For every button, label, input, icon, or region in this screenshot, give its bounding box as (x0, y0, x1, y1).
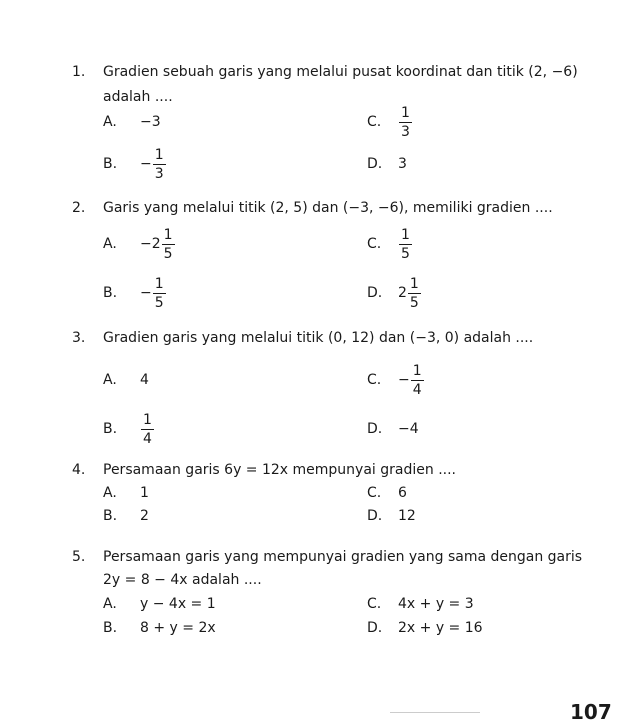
option-c[interactable] (398, 362, 425, 398)
option-d[interactable]: −4 (398, 421, 419, 437)
question-number: 2. (72, 200, 86, 216)
option-label: C. (367, 114, 382, 130)
option-c[interactable] (398, 226, 413, 262)
option-label: B. (103, 620, 118, 636)
option-a[interactable]: y − 4x = 1 (140, 596, 216, 612)
question-text: Garis yang melalui titik (2, 5) dan (−3, −6), memiliki gradien .... (103, 200, 553, 216)
denominator: 4 (412, 381, 422, 398)
option-b[interactable] (140, 275, 167, 311)
denominator: 5 (401, 245, 410, 262)
question-number: 3. (72, 330, 86, 346)
page-number: 107 (570, 700, 612, 724)
denominator: 5 (163, 245, 173, 262)
denominator: 3 (401, 123, 410, 140)
option-label: A. (103, 372, 117, 388)
numerator: 1 (154, 275, 164, 292)
numerator: 1 (154, 146, 164, 163)
option-label: D. (367, 285, 383, 301)
option-label: B. (103, 421, 118, 437)
option-label: C. (367, 372, 382, 388)
option-label: D. (367, 421, 383, 437)
option-label: A. (103, 596, 117, 612)
question-text: Persamaan garis 6y = 12x mempunyai gradien .... (103, 462, 456, 478)
numerator: 1 (409, 275, 419, 292)
option-d[interactable] (398, 275, 422, 311)
option-label: B. (103, 285, 118, 301)
question-number: 5. (72, 549, 86, 565)
numerator: 1 (143, 411, 152, 428)
option-label: A. (103, 114, 117, 130)
option-a[interactable]: 1 (140, 485, 149, 501)
question-number: 4. (72, 462, 86, 478)
option-c[interactable]: 4x + y = 3 (398, 596, 474, 612)
option-c[interactable] (398, 104, 413, 140)
option-label: A. (103, 485, 117, 501)
option-label: C. (367, 236, 382, 252)
option-label: C. (367, 596, 382, 612)
option-label: D. (367, 508, 383, 524)
option-label: A. (103, 236, 117, 252)
option-b[interactable] (140, 146, 167, 182)
option-a[interactable] (140, 226, 176, 262)
footer-divider (390, 712, 480, 713)
numerator: 1 (163, 226, 173, 243)
question-text: Persamaan garis yang mempunyai gradien yang sama dengan garis (103, 549, 583, 565)
option-b[interactable]: 2 (140, 508, 149, 524)
option-label: D. (367, 620, 383, 636)
question-number: 1. (72, 64, 86, 80)
question-text: 2y = 8 − 4x adalah .... (103, 572, 262, 588)
option-a[interactable]: −3 (140, 114, 161, 130)
option-d[interactable]: 2x + y = 16 (398, 620, 483, 636)
whole: −2 (140, 236, 161, 252)
sign: − (140, 285, 152, 301)
question-text: adalah .... (103, 89, 173, 105)
denominator: 3 (154, 165, 164, 182)
option-d[interactable]: 12 (398, 508, 416, 524)
option-d[interactable]: 3 (398, 156, 407, 172)
option-c[interactable]: 6 (398, 485, 407, 501)
sign: − (140, 156, 152, 172)
option-b[interactable]: 8 + y = 2x (140, 620, 216, 636)
option-label: C. (367, 485, 382, 501)
denominator: 5 (409, 294, 419, 311)
option-label: B. (103, 508, 118, 524)
numerator: 1 (401, 226, 410, 243)
question-text: Gradien garis yang melalui titik (0, 12) dan (−3, 0) adalah .... (103, 330, 534, 346)
whole: 2 (398, 285, 407, 301)
numerator: 1 (401, 104, 410, 121)
option-label: D. (367, 156, 383, 172)
denominator: 5 (154, 294, 164, 311)
option-a[interactable]: 4 (140, 372, 149, 388)
option-label: B. (103, 156, 118, 172)
sign: − (398, 372, 410, 388)
denominator: 4 (143, 430, 152, 447)
numerator: 1 (412, 362, 422, 379)
option-b[interactable] (140, 411, 155, 447)
question-text: Gradien sebuah garis yang melalui pusat koordinat dan titik (2, −6) (103, 64, 578, 80)
